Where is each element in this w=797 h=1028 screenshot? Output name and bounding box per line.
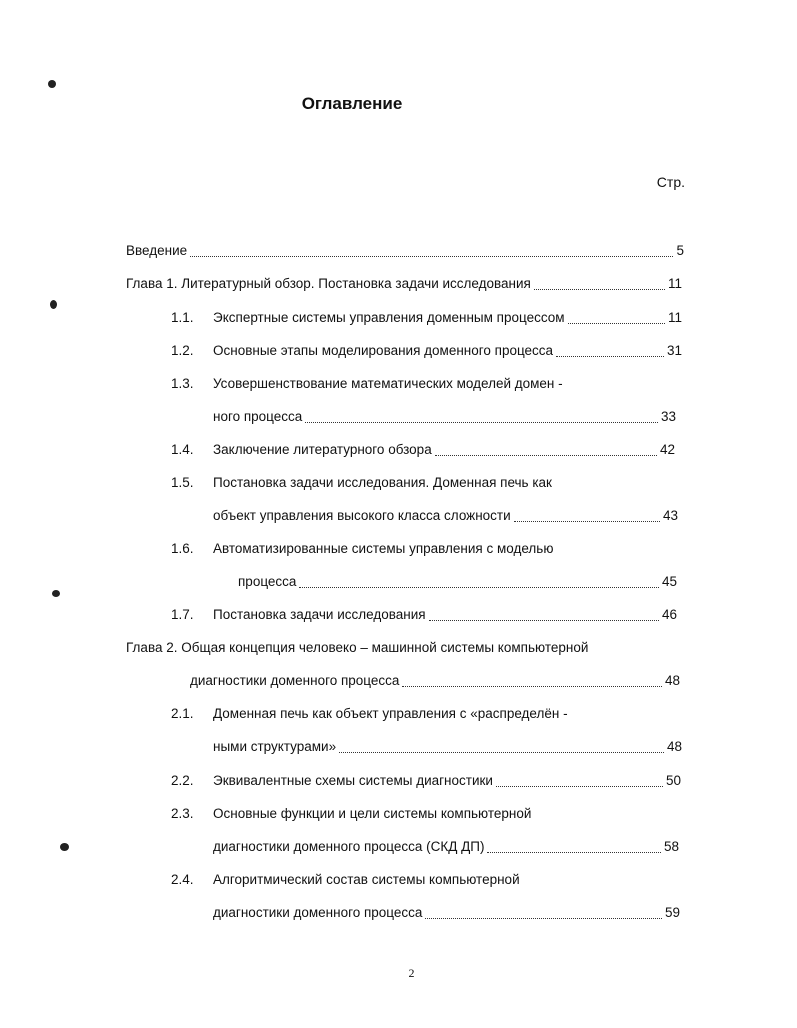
toc-entry-text: Автоматизированные системы управления с моделью <box>213 541 554 556</box>
toc-entry <box>213 374 563 394</box>
page-column-label: Стр. <box>656 174 685 190</box>
page-number: 2 <box>408 966 415 980</box>
toc-entry-continuation <box>213 837 679 857</box>
toc-entry-page: 59 <box>664 905 680 920</box>
toc-entry-number: 1.6. <box>171 541 194 556</box>
toc-entry-page: 33 <box>660 409 676 424</box>
toc-entry-number: 2.4. <box>171 872 194 887</box>
toc-entry <box>213 308 682 328</box>
dot-leader <box>425 918 662 919</box>
toc-entry-number: 2.2. <box>171 773 194 788</box>
toc-entry-text: Доменная печь как объект управления с «распределён - <box>213 706 568 721</box>
toc-entry-page: 48 <box>664 673 680 688</box>
toc-entry-number: 1.4. <box>171 442 194 457</box>
toc-entry <box>213 473 552 493</box>
toc-entry-text: диагностики доменного процесса <box>213 905 423 920</box>
toc-entry-text: Эквивалентные схемы системы диагностики <box>213 773 493 788</box>
dot-leader <box>568 323 665 324</box>
toc-entry-continuation <box>213 407 676 427</box>
toc-entry-page: 42 <box>659 442 675 457</box>
toc-entry-text: Постановка задачи исследования. Доменная печь как <box>213 475 552 490</box>
toc-entry-page: 31 <box>666 343 682 358</box>
toc-entry-number: 1.5. <box>171 475 194 490</box>
dot-leader <box>435 455 657 456</box>
toc-entry-page: 48 <box>666 739 682 754</box>
toc-entry-number: 2.3. <box>171 806 194 821</box>
toc-entry-page: 5 <box>676 243 684 258</box>
toc-entry <box>213 605 677 625</box>
toc-entry-page: 58 <box>663 839 679 854</box>
dot-leader <box>556 356 664 357</box>
toc-entry-continuation <box>213 506 678 526</box>
dot-leader <box>487 852 660 853</box>
toc-entry <box>213 440 675 460</box>
toc-entry-number: 1.1. <box>171 310 194 325</box>
toc-entry <box>126 638 588 658</box>
toc-entry-text: Основные функции и цели системы компьютерной <box>213 806 532 821</box>
toc-entry-continuation <box>190 671 680 691</box>
scan-speck <box>50 300 57 309</box>
toc-entry-text: Заключение литературного обзора <box>213 442 432 457</box>
toc-entry-number: 1.7. <box>171 607 194 622</box>
toc-entry-number: 1.2. <box>171 343 194 358</box>
toc-entry-text: процесса <box>238 574 297 589</box>
dot-leader <box>534 289 665 290</box>
toc-entry-text: Алгоритмический состав системы компьютерной <box>213 872 520 887</box>
toc-entry <box>213 870 520 890</box>
dot-leader <box>429 620 659 621</box>
toc-entry <box>213 804 531 824</box>
toc-entry-text: Основные этапы моделирования доменного процесса <box>213 343 554 358</box>
dot-leader <box>305 422 658 423</box>
toc-entry <box>126 274 682 294</box>
toc-entry-continuation <box>213 903 680 923</box>
toc-entry-page: 46 <box>661 607 677 622</box>
scan-speck <box>60 843 69 851</box>
dot-leader <box>299 587 659 588</box>
toc-entry-text: Глава 2. Общая концепция человеко – машинной системы компьютерной <box>126 640 589 655</box>
toc-entry <box>213 771 681 791</box>
scan-speck <box>52 590 60 597</box>
scan-speck <box>48 80 56 88</box>
toc-entry-text: диагностики доменного процесса (СКД ДП) <box>213 839 485 854</box>
toc-entry-page: 11 <box>667 310 682 325</box>
toc-entry-page: 50 <box>665 773 681 788</box>
dot-leader <box>190 256 673 257</box>
toc-entry-page: 43 <box>662 508 678 523</box>
toc-entry <box>126 241 684 261</box>
toc-entry-text: Глава 1. Литературный обзор. Постановка задачи исследования <box>126 276 531 291</box>
dot-leader <box>496 786 663 787</box>
toc-entry <box>213 341 682 361</box>
toc-entry-continuation <box>213 737 682 757</box>
page-title: Оглавление <box>301 94 403 113</box>
dot-leader <box>339 752 664 753</box>
toc-entry-text: диагностики доменного процесса <box>190 673 400 688</box>
toc-entry-number: 1.3. <box>171 376 194 391</box>
toc-entry-text: ными структурами» <box>213 739 337 754</box>
toc-entry-number: 2.1. <box>171 706 194 721</box>
toc-entry-text: объект управления высокого класса сложности <box>213 508 511 523</box>
toc-entry-page: 45 <box>661 574 677 589</box>
toc-entry-text: ного процесса <box>213 409 303 424</box>
toc-entry-text: Введение <box>126 243 188 258</box>
toc-entry-text: Усовершенствование математических моделей домен - <box>213 376 563 391</box>
toc-entry-text: Экспертные системы управления доменным процессом <box>213 310 565 325</box>
toc-entry <box>213 704 568 724</box>
toc-entry <box>213 539 553 559</box>
toc-entry-page: 11 <box>667 276 682 291</box>
dot-leader <box>402 686 662 687</box>
toc-entry-text: Постановка задачи исследования <box>213 607 426 622</box>
toc-entry-continuation <box>238 572 677 592</box>
dot-leader <box>514 521 660 522</box>
